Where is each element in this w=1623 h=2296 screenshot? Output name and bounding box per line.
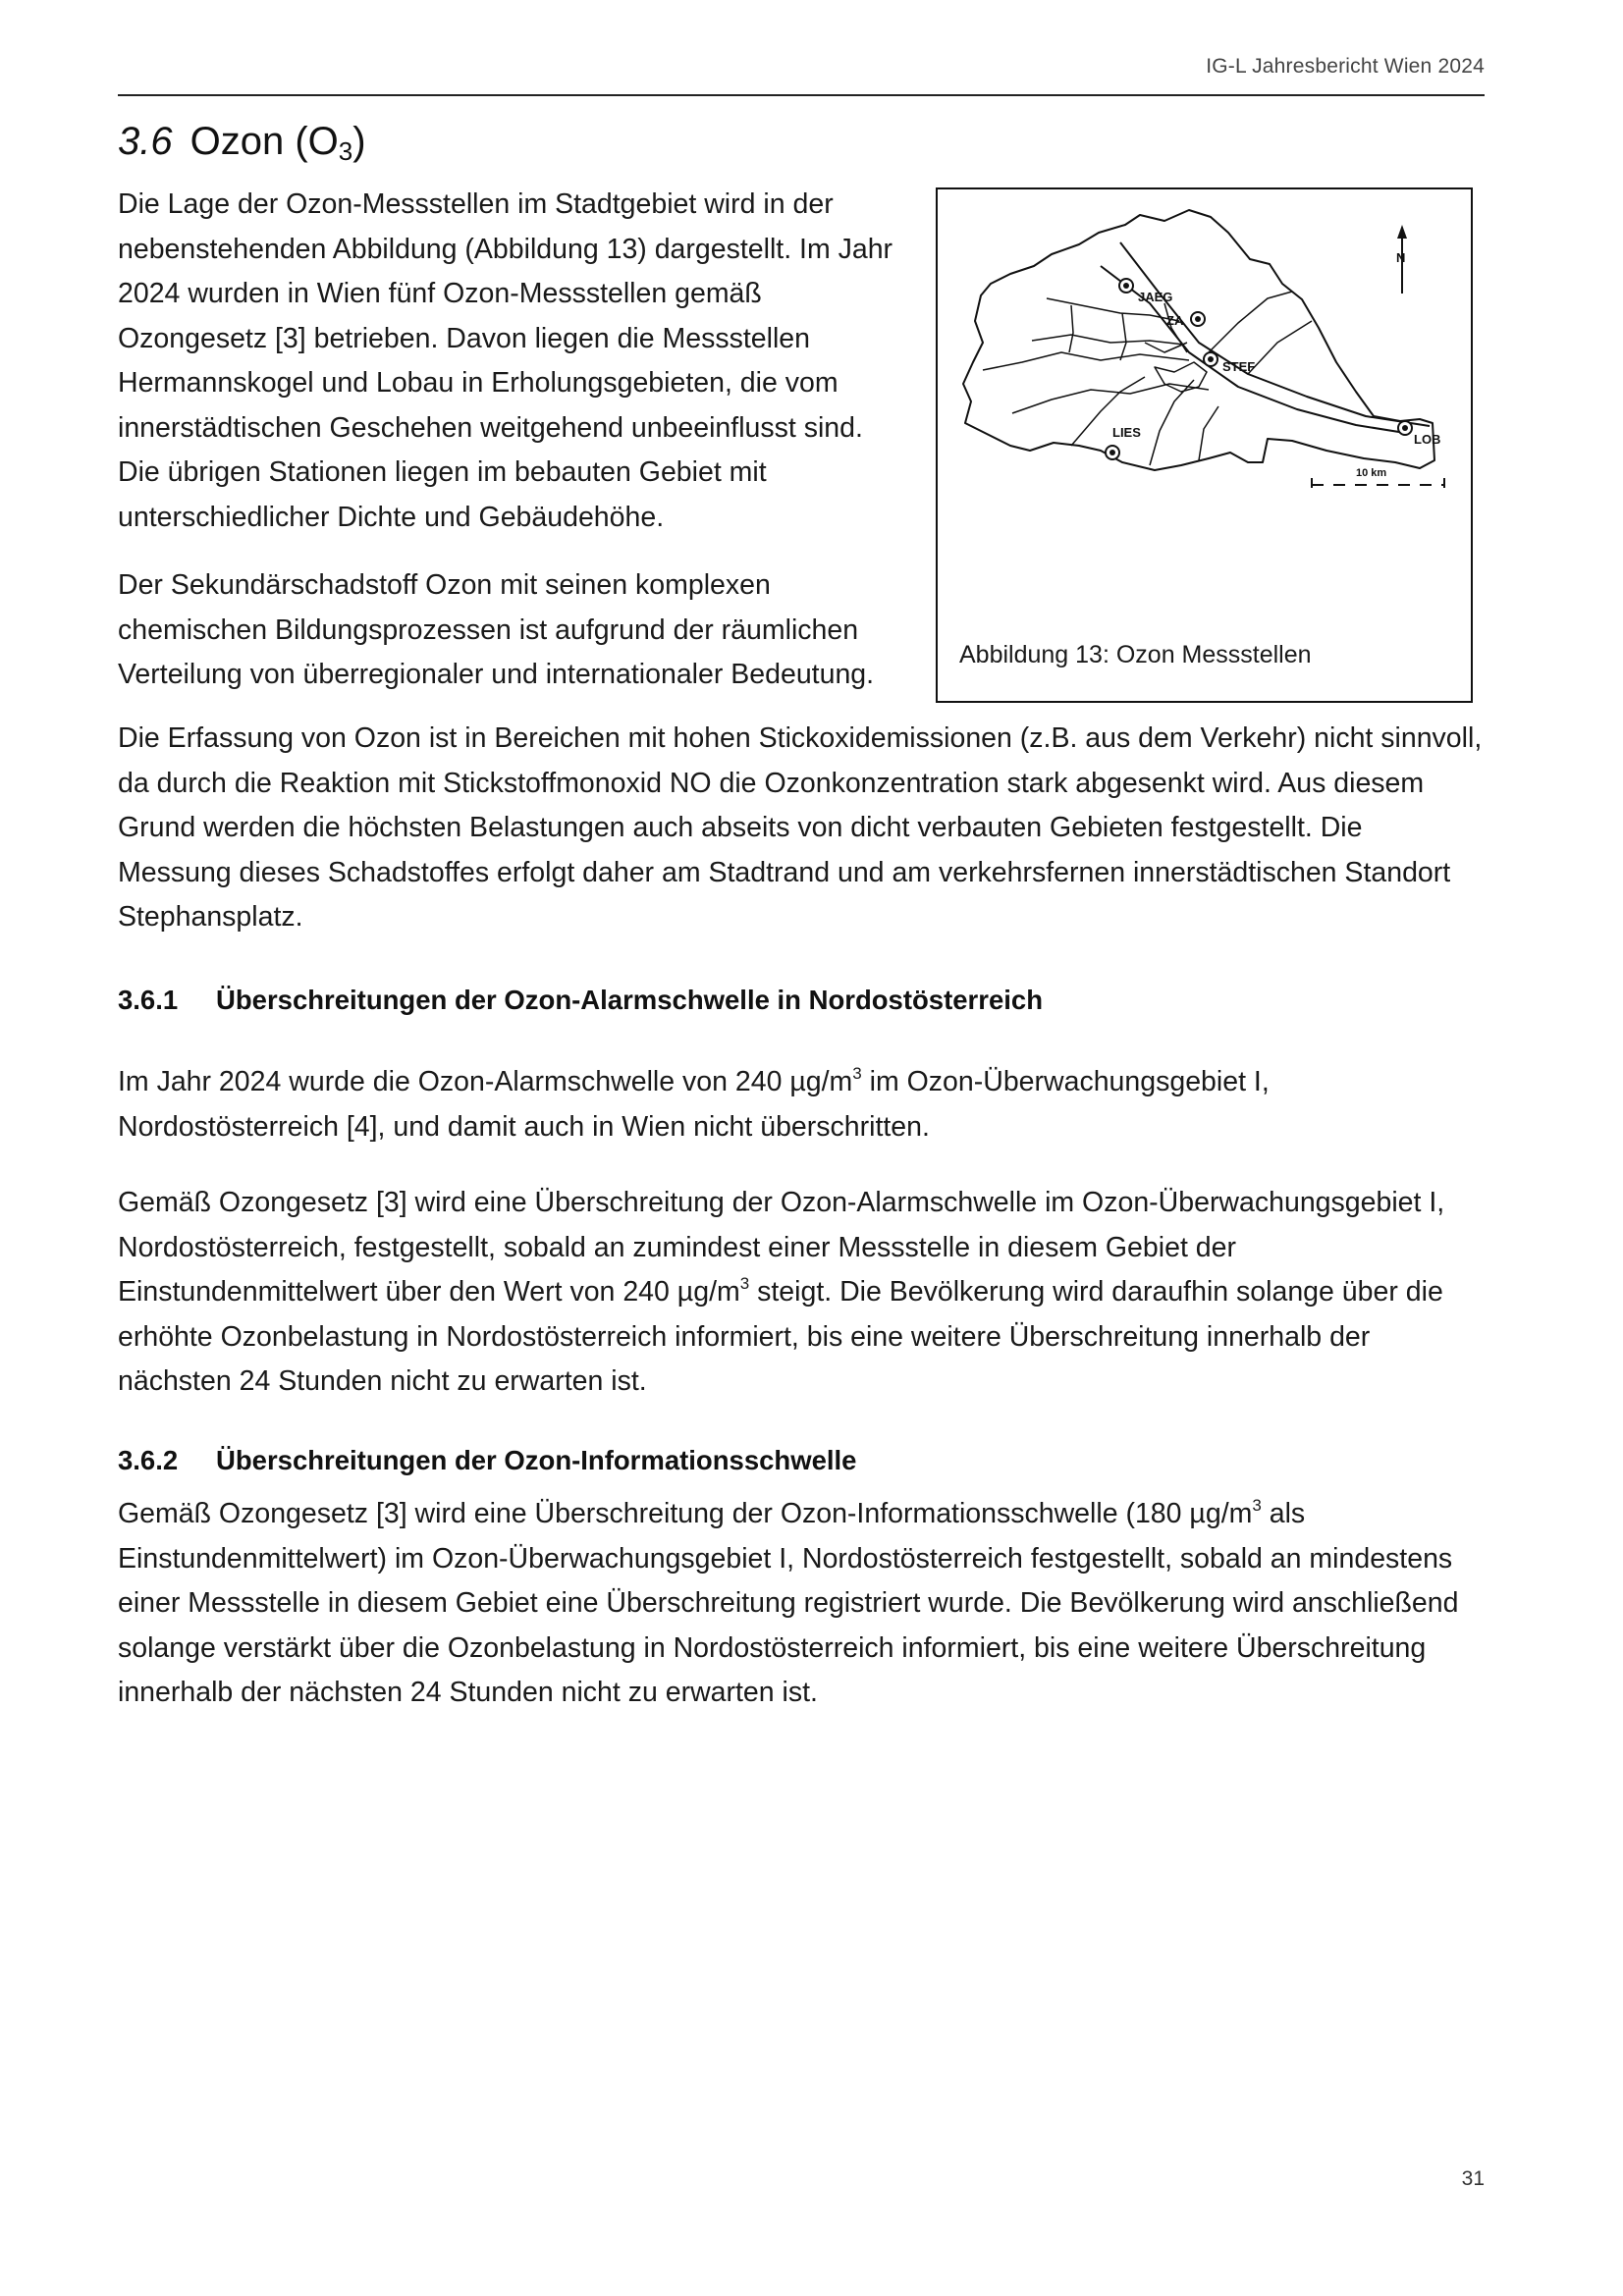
superscript: 3 bbox=[739, 1274, 750, 1293]
station-label-lob: LOB bbox=[1414, 432, 1441, 447]
section-number: 3.6 bbox=[118, 120, 173, 163]
page-number: 31 bbox=[1461, 2167, 1485, 2190]
intro-paragraph-2: Der Sekundärschadstoff Ozon mit seinen komplexen chemischen Bildungsprozessen ist aufgrund der räumlichen Verteilung von überregionaler und internationaler Bedeutung. bbox=[118, 569, 875, 690]
station-marker-stef bbox=[1204, 352, 1255, 374]
paragraph-text bbox=[118, 1181, 1483, 1405]
district-lines bbox=[983, 292, 1312, 465]
section-title-subscript: 3 bbox=[338, 136, 353, 166]
body-text bbox=[118, 717, 1483, 940]
intro-paragraph-1: Die Lage der Ozon-Messstellen im Stadtgebiet wird in der nebenstehenden Abbildung (Abbildung 13) dargestellt. Im Jahr 2024 wurden in Wien fünf Ozon-Messstellen gemäß Ozongesetz [3] betrieben. Davon liegen die Messstellen Hermannskogel und Lobau in Erholungsgebieten, die vom innerstädtischen Geschehen weitgehend unbeeinflusst sind. Die übrigen Stationen liegen im bebauten Gebiet mit unterschiedlicher Dichte und Gebäudehöhe. bbox=[118, 188, 893, 533]
subsection-3-6-1-paragraph-2 bbox=[118, 1181, 1483, 1405]
vienna-station-map bbox=[953, 205, 1456, 617]
section-title bbox=[118, 120, 366, 167]
station-map-figure bbox=[936, 187, 1473, 703]
station-marker-lies bbox=[1106, 425, 1141, 459]
text-run: Gemäß Ozongesetz [3] wird eine Überschreitung der Ozon-Informationsschwelle (180 µg/m bbox=[118, 1498, 1253, 1529]
station-label-jaeg: JAEG bbox=[1138, 290, 1173, 304]
subsection-3-6-2-paragraph-1 bbox=[118, 1492, 1483, 1716]
station-label-za: ZA bbox=[1166, 313, 1184, 328]
text-run: steigt. Die Bevölkerung wird daraufhin solange über die erhöhte Ozonbelastung in Nordostösterreich informiert, bis eine weitere Überschreitung innerhalb der nächsten 24 Stunden nicht zu erwarten ist. bbox=[118, 1276, 1443, 1397]
paragraph-text bbox=[118, 1492, 1483, 1716]
superscript: 3 bbox=[1252, 1496, 1262, 1515]
subsection-number: 3.6.1 bbox=[118, 985, 179, 1015]
station-label-stef: STEF bbox=[1222, 359, 1256, 374]
figure-caption: Abbildung 13: Ozon Messstellen bbox=[959, 641, 1312, 668]
subsection-title: Überschreitungen der Ozon-Alarmschwelle in Nordostösterreich bbox=[216, 985, 1043, 1015]
north-label: N bbox=[1396, 250, 1406, 265]
header-rule bbox=[118, 94, 1485, 96]
text-run: Gemäß Ozongesetz [3] wird eine Überschreitung der Ozon-Alarmschwelle im Ozon-Überwachungsgebiet I, Nordostösterreich, festgestellt, sobald an zumindest einer Messstelle in diesem Gebiet der Einstundenmittelwert über den Wert von 240 µg/m bbox=[118, 1187, 1445, 1308]
text-run: im Ozon-Überwachungsgebiet I, Nordostösterreich [4], und damit auch in Wien nicht überschritten. bbox=[118, 1066, 1270, 1143]
paragraph-text bbox=[118, 1060, 1483, 1149]
subsection-number: 3.6.2 bbox=[118, 1445, 179, 1475]
subsection-title: Überschreitungen der Ozon-Informationsschwelle bbox=[216, 1445, 857, 1475]
danube-line bbox=[1120, 242, 1430, 426]
subsection-3-6-2 bbox=[118, 1445, 1483, 1476]
subsection-3-6-2-heading bbox=[118, 1445, 1483, 1476]
station-marker-jaeg bbox=[1119, 279, 1172, 304]
section-title-end: ) bbox=[352, 120, 366, 163]
section-title-text: Ozon (O bbox=[189, 120, 339, 163]
text-run: als Einstundenmittelwert) im Ozon-Überwachungsgebiet I, Nordostösterreich festgestellt, sobald an mindestens einer Messstelle in diesem Gebiet eine Überschreitung registriert wurde. Die Bevölkerung wird anschließend solange verstärkt über die Ozonbelastung in Nordostösterreich informiert, bis eine weitere Überschreitung innerhalb der nächsten 24 Stunden nicht zu erwarten ist. bbox=[118, 1498, 1459, 1708]
subsection-3-6-1 bbox=[118, 985, 1483, 1016]
superscript: 3 bbox=[852, 1064, 862, 1083]
running-header: IG-L Jahresbericht Wien 2024 bbox=[1206, 55, 1485, 78]
body-paragraph-1: Die Erfassung von Ozon ist in Bereichen mit hohen Stickoxidemissionen (z.B. aus dem Verkehr) nicht sinnvoll, da durch die Reaktion mit Stickstoffmonoxid NO die Ozonkonzentration stark abgesenkt wird. Aus diesem Grund werden die höchsten Belastungen auch abseits von dicht verbauten Gebieten festgestellt. Die Messung dieses Schadstoffes erfolgt daher am Stadtrand und am verkehrsfernen innerstädtischen Standort Stephansplatz. bbox=[118, 722, 1483, 933]
scale-label: 10 km bbox=[1356, 467, 1387, 479]
text-run: Im Jahr 2024 wurde die Ozon-Alarmschwelle von 240 µg/m bbox=[118, 1066, 853, 1097]
intro-text bbox=[118, 183, 903, 698]
subsection-3-6-1-paragraph-1 bbox=[118, 1060, 1483, 1149]
scale-bar bbox=[1312, 467, 1444, 488]
subsection-3-6-1-heading bbox=[118, 985, 1483, 1016]
station-label-lies: LIES bbox=[1112, 425, 1141, 440]
